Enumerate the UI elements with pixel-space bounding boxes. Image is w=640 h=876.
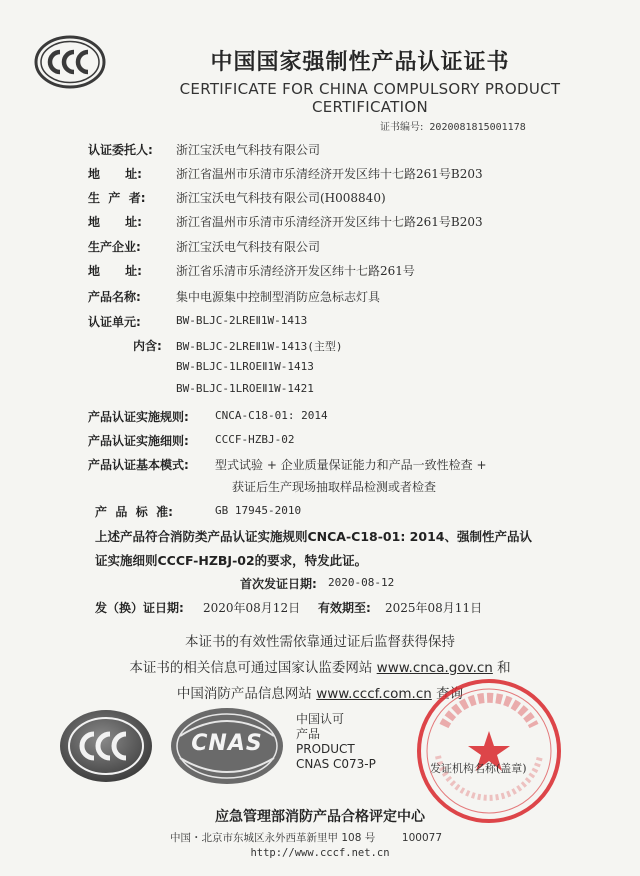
product-name-label: 产品名称: [88,290,141,304]
address2-label: 地 址: [88,215,142,229]
notice-line2 [60,656,580,676]
notice-line2-text: 本证书的相关信息可通过国家认监委网站 [129,660,373,676]
mode-label: 产品认证基本模式: [88,458,189,472]
notice-line3-suffix: 查询 [436,686,464,702]
cccf-website-link[interactable]: www.cccf.com.cn [316,686,432,702]
issue-date-value: 2020年08月12日 [203,601,301,615]
accreditation-line1: 中国认可 [296,712,345,726]
first-issue-value: 2020-08-12 [328,576,395,589]
product-name-value: 集中电源集中控制型消防应急标志灯具 [176,290,381,304]
address1-label: 地 址: [88,167,142,181]
accreditation-line2: 产品 [296,727,321,741]
statement-line2: 证实施细则CCCF-HZBJ-02的要求，特发此证。 [95,553,368,568]
mode-value-line2: 获证后生产现场抽取样品检测或者检查 [232,480,437,494]
seal-caption: 发证机构名称(盖章) [430,762,527,775]
certificate-title-cn: 中国国家强制性产品认证证书 [210,50,510,75]
notice-line3-text: 中国消防产品信息网站 [176,686,312,702]
address3-label: 地 址: [88,264,142,278]
accreditation-line3: PRODUCT [296,742,355,756]
ccc-logo-icon [34,34,106,90]
rule-value: CNCA-C18-01: 2014 [215,409,328,422]
cert-unit-value: BW-BLJC-2LREⅡ1W-1413 [176,314,308,327]
red-seal-icon [414,676,564,826]
detail-value: CCCF-HZBJ-02 [215,433,295,446]
contains-item: BW-BLJC-2LREⅡ1W-1413(主型) [176,340,343,353]
certificate-number [380,118,526,133]
factory-value: 浙江宝沃电气科技有限公司 [176,240,321,254]
contains-item: BW-BLJC-1LROEⅡ1W-1413 [176,360,314,373]
issuing-organization: 应急管理部消防产品合格评定中心 [215,809,425,825]
standard-value: GB 17945-2010 [215,504,302,517]
rule-label: 产品认证实施规则: [88,410,189,424]
cert-unit-label: 认证单元: [88,315,141,329]
contains-label: 内含: [133,339,162,353]
mode-value-line1: 型式试验 + 企业质量保证能力和产品一致性检查 + [215,458,487,472]
address1-value: 浙江省温州市乐清市乐清经济开发区纬十七路261号B203 [176,167,483,181]
first-issue-label: 首次发证日期: [240,577,317,591]
client-label: 认证委托人: [88,143,153,157]
issue-date-label: 发（换）证日期: [95,601,184,615]
accreditation-line4: CNAS C073-P [296,757,376,771]
organization-website-link[interactable]: http://www.cccf.net.cn [250,847,390,859]
valid-until-label: 有效期至: [318,601,371,615]
certificate-number-value: 2020081815001178 [429,122,526,133]
factory-label: 生产企业: [88,240,141,254]
notice-line1: 本证书的有效性需依靠通过证后监督获得保持 [185,634,455,650]
certificate-number-label: 证书编号: [380,122,424,133]
contains-item: BW-BLJC-1LROEⅡ1W-1421 [176,382,314,395]
organization-address: 中国・北京市东城区永外西革新里甲 108 号 100077 [170,832,442,844]
certificate-title-en: CERTIFICATE FOR CHINA COMPULSORY PRODUCT CERTIFICATION [179,80,561,116]
ccc-bottom-logo-icon [58,708,154,784]
notice-line2-suffix: 和 [497,660,511,676]
client-value: 浙江宝沃电气科技有限公司 [176,143,321,157]
maker-label: 生 产 者: [88,191,146,205]
detail-label: 产品认证实施细则: [88,434,189,448]
valid-until-value: 2025年08月11日 [385,601,483,615]
address3-value: 浙江省乐清市乐清经济开发区纬十七路261号 [176,264,415,278]
cnca-website-link[interactable]: www.cnca.gov.cn [376,660,493,676]
maker-value: 浙江宝沃电气科技有限公司(H008840) [176,191,386,205]
standard-label: 产 品 标 准: [95,505,173,519]
statement-line1: 上述产品符合消防类产品认证实施规则CNCA-C18-01: 2014、强制性产品认 [95,529,532,544]
cnas-logo-text: CNAS [191,731,263,756]
address2-value: 浙江省温州市乐清市乐清经济开发区纬十七路261号B203 [176,215,483,229]
